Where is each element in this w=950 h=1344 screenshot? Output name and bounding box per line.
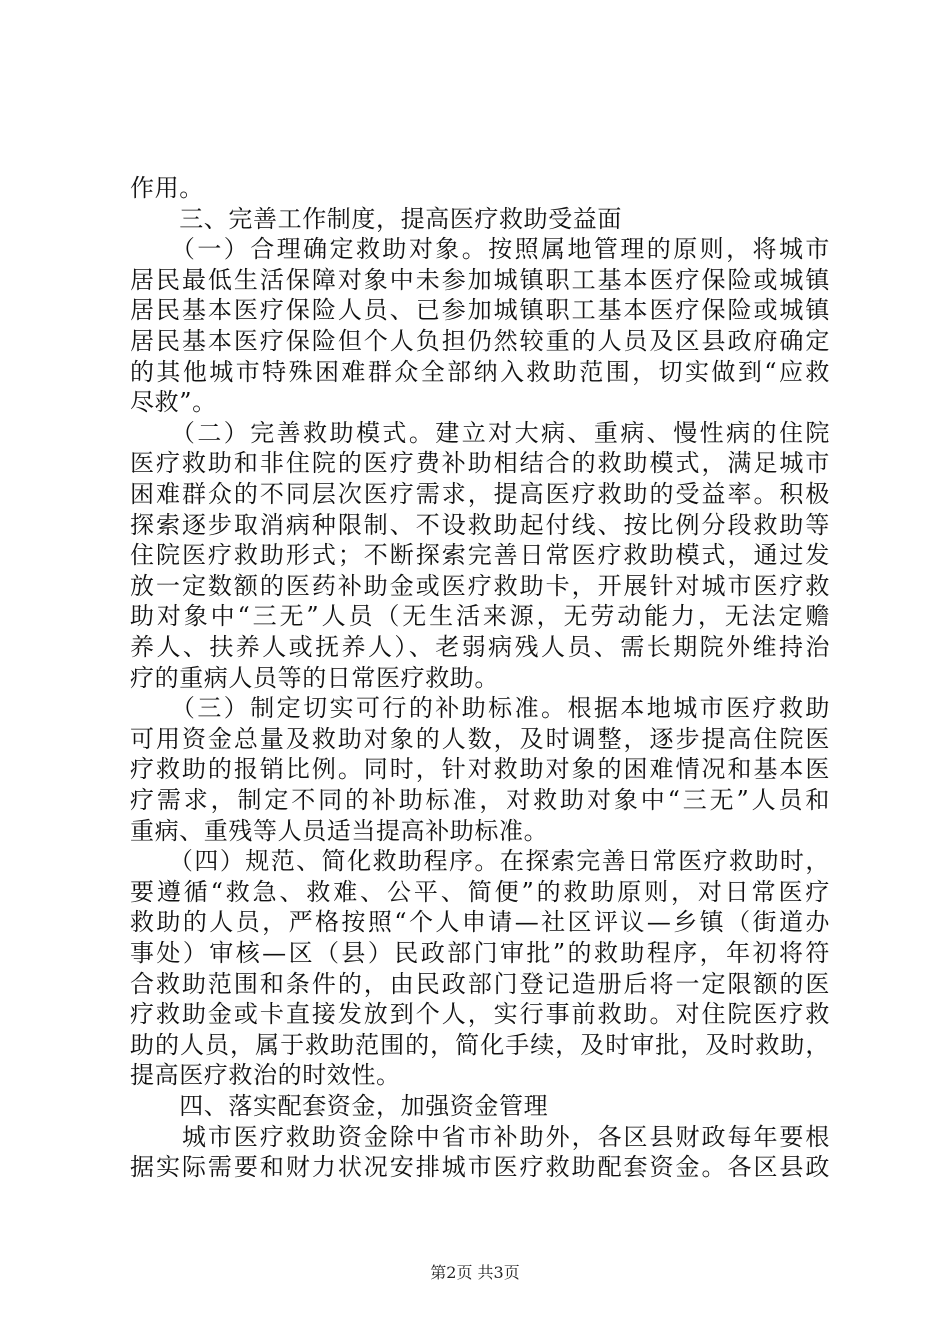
text-line: 助的人员，属于救助范围的，简化手续，及时审批，及时救助，	[130, 1030, 830, 1059]
text-line: 医疗救助和非住院的医疗费补助相结合的救助模式，满足城市	[130, 449, 830, 478]
text-line: 要遵循“救急、救难、公平、简便”的救助原则，对日常医疗	[130, 877, 830, 906]
text-line: 城市医疗救助资金除中省市补助外，各区县财政每年要根	[130, 1122, 830, 1151]
text-line: 四、落实配套资金，加强资金管理	[130, 1092, 549, 1120]
text-line: （四）规范、简化救助程序。在探索完善日常医疗救助时，	[130, 847, 830, 876]
text-line: 放一定数额的医药补助金或医疗救助卡，开展针对城市医疗救	[130, 571, 830, 600]
text-line: 疗救助金或卡直接发放到个人，实行事前救助。对住院医疗救	[130, 1000, 830, 1029]
text-line: 的其他城市特殊困难群众全部纳入救助范围，切实做到“应救	[130, 357, 830, 386]
text-line: （三）制定切实可行的补助标准。根据本地城市医疗救助	[130, 694, 830, 723]
text-line: 据实际需要和财力状况安排城市医疗救助配套资金。各区县政	[130, 1153, 830, 1182]
text-line: （一）合理确定救助对象。按照属地管理的原则，将城市	[130, 235, 830, 264]
text-line: 作用。	[130, 174, 204, 202]
text-line: 居民基本医疗保险但个人负担仍然较重的人员及区县政府确定	[130, 327, 830, 355]
text-line: 合救助范围和条件的，由民政部门登记造册后将一定限额的医	[130, 969, 830, 998]
text-line: 居民最低生活保障对象中未参加城镇职工基本医疗保险或城镇	[130, 265, 830, 294]
text-line: 事处）审核—区（县）民政部门审批”的救助程序，年初将符	[130, 939, 830, 967]
text-line: 养人、扶养人或抚养人）、老弱病残人员、需长期院外维持治	[130, 633, 830, 661]
page-footer: 第2页 共3页	[430, 1263, 520, 1282]
text-line: 住院医疗救助形式；不断探索完善日常医疗救助模式，通过发	[130, 541, 830, 570]
text-line: 疗需求，制定不同的补助标准，对救助对象中“三无”人员和	[130, 786, 830, 814]
text-line: 可用资金总量及救助对象的人数，及时调整，逐步提高住院医	[130, 724, 830, 753]
text-line: 助对象中“三无”人员（无生活来源，无劳动能力，无法定赡	[130, 602, 830, 631]
text-line: 探索逐步取消病种限制、不设救助起付线、按比例分段救助等	[130, 510, 830, 539]
text-line: 重病、重残等人员适当提高补助标准。	[130, 816, 549, 845]
text-line: 疗救助的报销比例。同时，针对救助对象的困难情况和基本医	[130, 755, 830, 784]
text-line: 居民基本医疗保险人员、已参加城镇职工基本医疗保险或城镇	[130, 296, 830, 325]
text-line: 疗的重病人员等的日常医疗救助。	[130, 663, 499, 692]
text-line: 救助的人员，严格按照“个人申请—社区评议—乡镇（街道办	[130, 908, 830, 937]
text-line: 尽救”。	[130, 388, 217, 417]
text-line: 提高医疗救治的时效性。	[130, 1061, 401, 1090]
text-line: 困难群众的不同层次医疗需求，提高医疗救助的受益率。积极	[130, 480, 830, 508]
text-line: （二）完善救助模式。建立对大病、重病、慢性病的住院	[130, 418, 830, 447]
text-line: 三、完善工作制度，提高医疗救助受益面	[130, 204, 622, 233]
